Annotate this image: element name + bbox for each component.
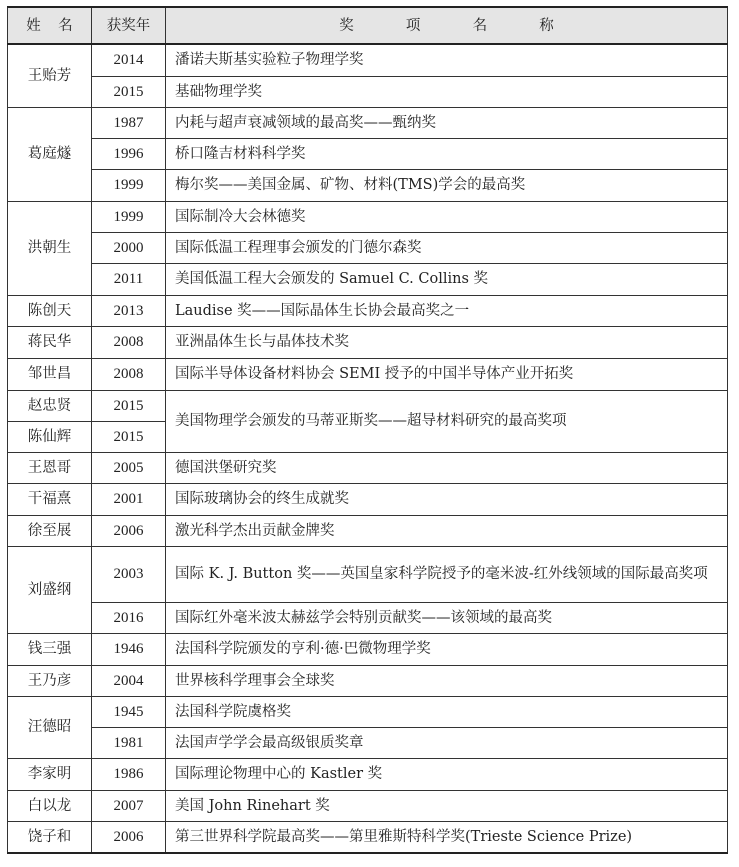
table-row [8, 76, 728, 107]
table-row [8, 263, 728, 295]
table-row [8, 602, 728, 633]
award-title: 桥口隆吉材料科学奖 [166, 138, 728, 169]
person-name: 刘盛纲 [8, 546, 92, 633]
table-row [8, 821, 728, 853]
award-title: 国际制冷大会林德奖 [166, 201, 728, 232]
award-title: 亚洲晶体生长与晶体技术奖 [166, 326, 728, 358]
person-name: 洪朝生 [8, 201, 92, 295]
person-name: 王乃彦 [8, 665, 92, 696]
award-year: 2013 [92, 295, 166, 326]
table-row [8, 201, 728, 232]
person-name: 王恩哥 [8, 452, 92, 483]
person-name: 汪德昭 [8, 696, 92, 758]
table-row [8, 295, 728, 326]
table-row [8, 758, 728, 790]
award-year: 2003 [92, 546, 166, 602]
award-year: 2007 [92, 790, 166, 821]
award-title: 第三世界科学院最高奖——第里雅斯特科学奖(Trieste Science Prize) [166, 821, 728, 853]
award-year: 2008 [92, 358, 166, 390]
award-title: 美国物理学会颁发的马蒂亚斯奖——超导材料研究的最高奖项 [166, 390, 728, 452]
person-name: 邹世昌 [8, 358, 92, 390]
award-title: 国际 K. J. Button 奖——英国皇家科学院授予的毫米波-红外线领域的国际最高奖项 [166, 546, 728, 602]
award-title: 法国科学院颁发的亨利·德·巴微物理学奖 [166, 633, 728, 665]
table-row [8, 232, 728, 263]
person-name: 李家明 [8, 758, 92, 790]
header-award: 奖项名称 [166, 7, 728, 44]
table-row [8, 515, 728, 546]
person-name: 钱三强 [8, 633, 92, 665]
award-title: 国际半导体设备材料协会 SEMI 授予的中国半导体产业开拓奖 [166, 358, 728, 390]
award-year: 1999 [92, 201, 166, 232]
award-year: 2008 [92, 326, 166, 358]
award-year: 2004 [92, 665, 166, 696]
award-title: 世界核科学理事会全球奖 [166, 665, 728, 696]
award-year: 1987 [92, 107, 166, 138]
award-year: 2016 [92, 602, 166, 633]
person-name: 陈创天 [8, 295, 92, 326]
award-year: 1981 [92, 727, 166, 758]
person-name: 干福熹 [8, 483, 92, 515]
person-name: 陈仙辉 [8, 421, 92, 452]
award-title: 激光科学杰出贡献金牌奖 [166, 515, 728, 546]
award-title: 梅尔奖——美国金属、矿物、材料(TMS)学会的最高奖 [166, 169, 728, 201]
header-row [8, 7, 728, 44]
person-name: 蒋民华 [8, 326, 92, 358]
award-year: 2011 [92, 263, 166, 295]
award-title: 德国洪堡研究奖 [166, 452, 728, 483]
award-year: 2001 [92, 483, 166, 515]
person-name: 王贻芳 [8, 44, 92, 107]
header-year: 获奖年 [92, 7, 166, 44]
person-name: 赵忠贤 [8, 390, 92, 421]
award-year: 2014 [92, 44, 166, 76]
table-row [8, 452, 728, 483]
award-title: 潘诺夫斯基实验粒子物理学奖 [166, 44, 728, 76]
award-title: 基础物理学奖 [166, 76, 728, 107]
award-year: 1996 [92, 138, 166, 169]
award-year: 2015 [92, 390, 166, 421]
table-row [8, 390, 728, 421]
table-row [8, 633, 728, 665]
table-row [8, 358, 728, 390]
award-year: 1999 [92, 169, 166, 201]
table-row [8, 138, 728, 169]
award-year: 1986 [92, 758, 166, 790]
award-year: 2006 [92, 821, 166, 853]
table-row [8, 790, 728, 821]
table-row [8, 169, 728, 201]
person-name: 饶子和 [8, 821, 92, 853]
award-year: 2006 [92, 515, 166, 546]
award-year: 1945 [92, 696, 166, 727]
award-year: 1946 [92, 633, 166, 665]
award-title: 国际低温工程理事会颁发的门德尔森奖 [166, 232, 728, 263]
table-row [8, 696, 728, 727]
table-row [8, 44, 728, 76]
award-title: 法国声学学会最高级银质奖章 [166, 727, 728, 758]
award-year: 2000 [92, 232, 166, 263]
table-row [8, 326, 728, 358]
award-title: 美国低温工程大会颁发的 Samuel C. Collins 奖 [166, 263, 728, 295]
table-row [8, 107, 728, 138]
award-title: 国际玻璃协会的终生成就奖 [166, 483, 728, 515]
table-row [8, 483, 728, 515]
header-name: 姓名 [8, 7, 92, 44]
award-title: 国际理论物理中心的 Kastler 奖 [166, 758, 728, 790]
award-year: 2005 [92, 452, 166, 483]
table-row [8, 727, 728, 758]
award-title: 法国科学院虞格奖 [166, 696, 728, 727]
award-year: 2015 [92, 76, 166, 107]
award-title: 国际红外毫米波太赫兹学会特别贡献奖——该领域的最高奖 [166, 602, 728, 633]
table-row [8, 546, 728, 602]
table-row [8, 665, 728, 696]
award-year: 2015 [92, 421, 166, 452]
person-name: 白以龙 [8, 790, 92, 821]
person-name: 葛庭燧 [8, 107, 92, 201]
award-title: Laudise 奖——国际晶体生长协会最高奖之一 [166, 295, 728, 326]
award-title: 内耗与超声衰减领域的最高奖——甄纳奖 [166, 107, 728, 138]
person-name: 徐至展 [8, 515, 92, 546]
award-title: 美国 John Rinehart 奖 [166, 790, 728, 821]
award-table [7, 6, 728, 854]
